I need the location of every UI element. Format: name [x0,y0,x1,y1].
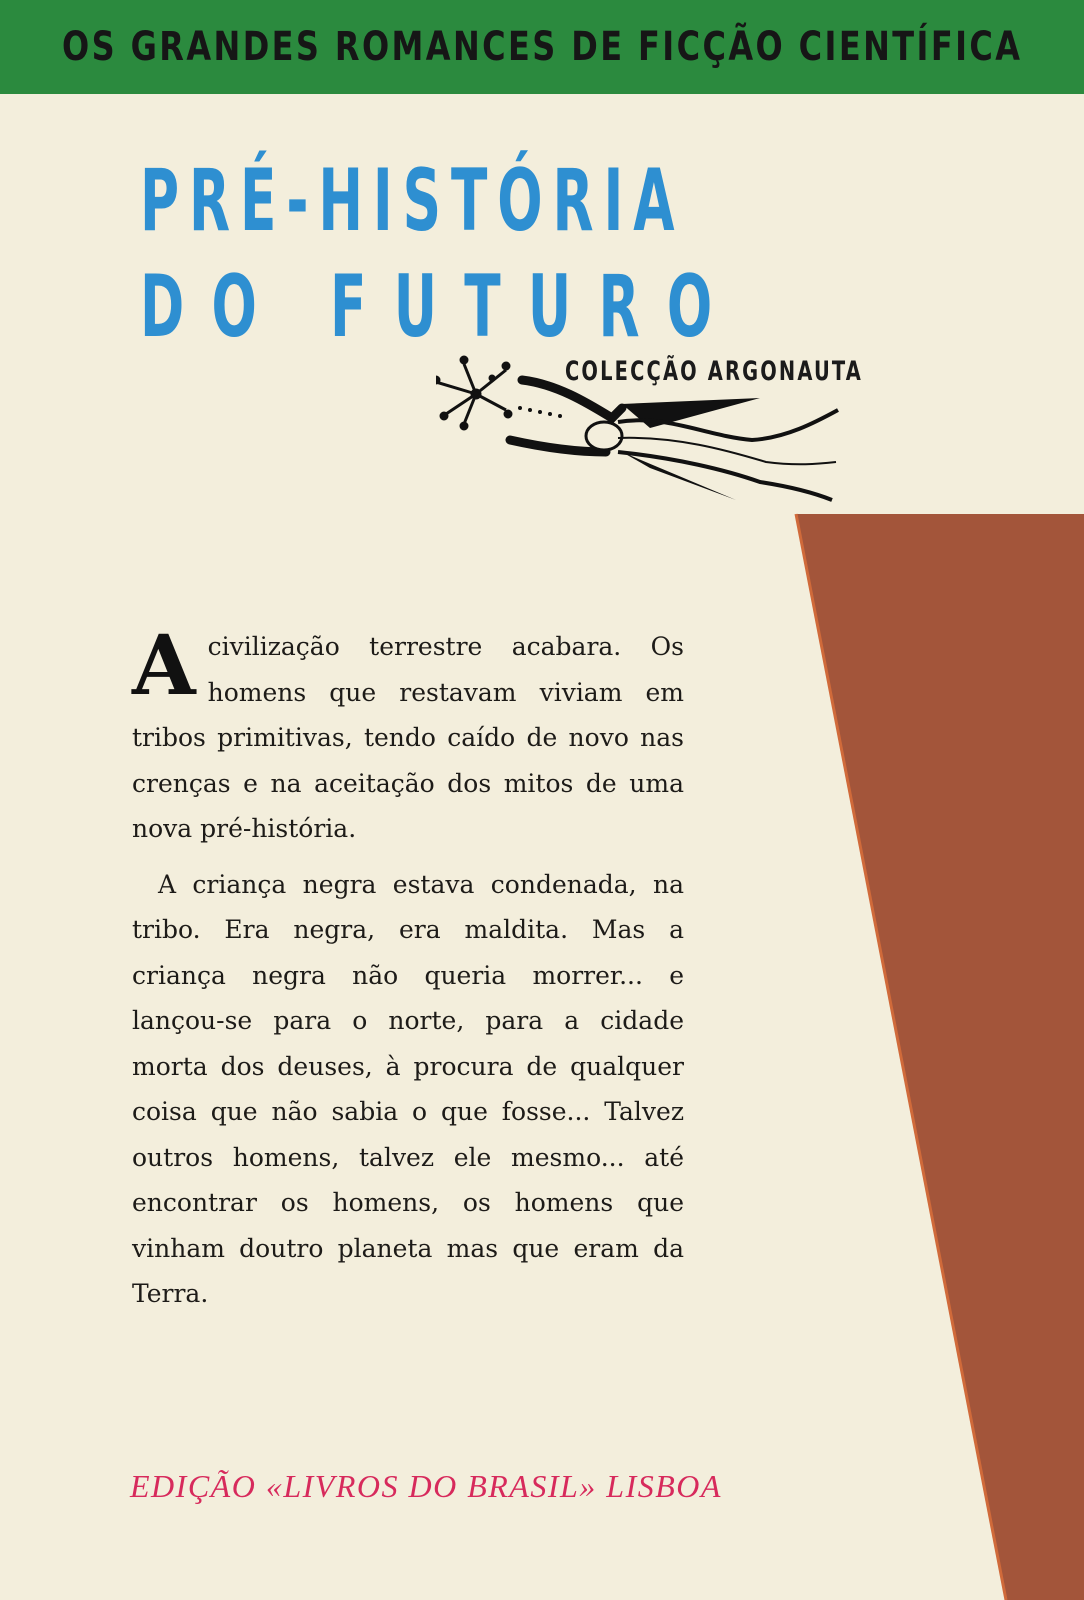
collection-label: COLECÇÃO ARGONAUTA [565,356,864,387]
star-cluster-icon [436,357,511,429]
book-title [140,148,740,360]
blurb-paragraph-1 [132,618,684,852]
book-title-line-2: DO FUTURO [140,257,740,357]
blurb-paragraph-1-text: civilização terrestre acabara. Os homens que restavam viviam em tribos primitivas, tendo caído de novo nas crenças e na aceitação dos mitos de uma nova pré-história. [132,632,684,843]
blurb [132,618,684,1317]
drop-cap: A [132,618,196,714]
book-title-line-1: PRÉ-HISTÓRIA [140,151,685,251]
series-title: OS GRANDES ROMANCES DE FICÇÃO CIENTÍFICA [61,24,1023,70]
dotted-trail [518,406,562,418]
publisher-imprint: EDIÇÃO «LIVROS DO BRASIL» LISBOA [130,1468,722,1504]
brown-panel-shape [796,514,1084,1600]
blurb-paragraph-2: A criança negra estava condenada, na tribo. Era negra, era maldita. Mas a criança negra não queria morrer... e lançou-se para o norte, para a cidade morta dos deuses, à procura de qualquer coisa que não sabia o que fosse... Talvez outros homens, talvez ele mesmo... até encontrar os homens, os homens que vinham doutro planeta mas que eram da Terra. [132,869,684,1308]
flying-figure-icon [510,380,838,500]
